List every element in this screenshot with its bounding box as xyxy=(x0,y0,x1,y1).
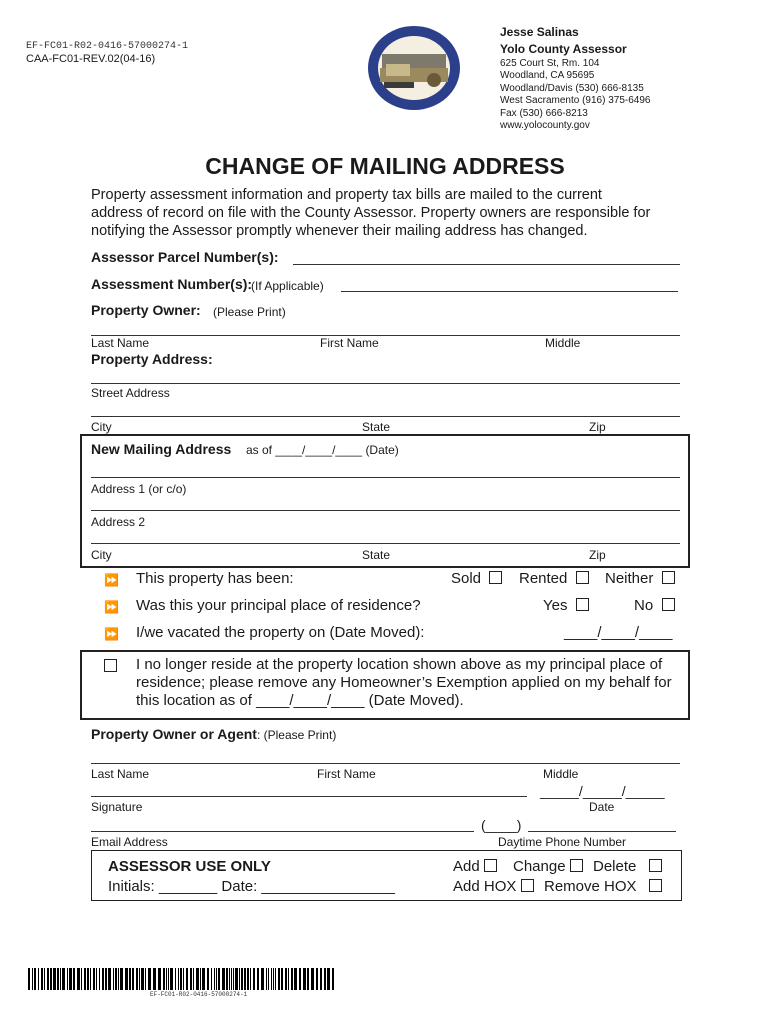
contact-line: Woodland, CA 95695 xyxy=(500,70,595,82)
add-hox-checkbox xyxy=(521,879,534,892)
add-option xyxy=(453,858,497,875)
neither-label: Neither xyxy=(605,570,654,587)
intro-line: address of record on file with the County Assessor. Property owners are responsible for xyxy=(91,205,651,221)
intro-text xyxy=(91,186,650,240)
agent-middle-label: Middle xyxy=(543,767,579,781)
owner-agent-note: : (Please Print) xyxy=(256,728,337,742)
signature-field[interactable] xyxy=(91,796,527,797)
property-status-question: This property has been: xyxy=(136,570,294,587)
no-option[interactable] xyxy=(634,597,675,614)
date-label: Date xyxy=(589,800,615,814)
new-zip-label: Zip xyxy=(589,548,606,562)
property-owner-note: (Please Print) xyxy=(213,305,286,319)
contact-line: West Sacramento (916) 375-6496 xyxy=(500,95,651,107)
add-hox-label: Add HOX xyxy=(453,878,517,895)
remove-hox-checkbox xyxy=(649,879,662,892)
contact-line: 625 Court St, Rm. 104 xyxy=(500,58,600,69)
arrow-bullet-icon: ⏩ xyxy=(104,600,119,614)
remove-hox-label: Remove HOX xyxy=(544,878,637,895)
new-mailing-as-of[interactable]: as of ____/____/____ (Date) xyxy=(246,443,399,457)
owner-agent-label: Property Owner or Agent xyxy=(91,726,257,742)
property-owner-field[interactable] xyxy=(91,335,680,336)
contact-line: Fax (530) 666-8213 xyxy=(500,107,588,119)
yes-checkbox[interactable] xyxy=(576,598,589,611)
sold-label: Sold xyxy=(451,570,482,587)
signature-label: Signature xyxy=(91,800,143,814)
owner-middle-label: Middle xyxy=(545,336,581,350)
intro-line: notifying the Assessor promptly whenever their mailing address has changed. xyxy=(91,223,588,239)
exemption-line: residence; please remove any Homeowner’s Exemption applied on my behalf for xyxy=(136,674,672,691)
add-checkbox xyxy=(484,859,497,872)
email-field[interactable] xyxy=(91,831,474,832)
address-2-field[interactable] xyxy=(91,510,680,511)
neither-checkbox[interactable] xyxy=(662,571,675,584)
property-owner-label: Property Owner: xyxy=(91,302,201,318)
barcode-text: EF-FC01-R02-0416-57000274-1 xyxy=(150,991,248,998)
agent-first-name-label: First Name xyxy=(317,767,376,781)
arrow-bullet-icon: ⏩ xyxy=(104,573,119,587)
contact-line: Woodland/Davis (530) 666-8135 xyxy=(500,82,644,94)
assessment-number-note: (If Applicable) xyxy=(251,279,324,293)
parcel-number-label: Assessor Parcel Number(s): xyxy=(91,249,279,265)
agent-name-field[interactable] xyxy=(91,763,680,764)
phone-label: Daytime Phone Number xyxy=(498,835,627,849)
parcel-number-field[interactable] xyxy=(293,264,680,265)
add-label: Add xyxy=(453,858,480,875)
exemption-line: this location as of ____/____/____ (Date Moved). xyxy=(136,692,464,709)
assessment-number-field[interactable] xyxy=(341,291,678,292)
street-address-label: Street Address xyxy=(91,386,170,400)
yes-option[interactable] xyxy=(543,597,589,614)
owner-first-name-label: First Name xyxy=(320,336,379,350)
vacated-date-field[interactable]: ____/____/____ xyxy=(564,624,673,641)
rented-checkbox[interactable] xyxy=(576,571,589,584)
exemption-line: I no longer reside at the property location shown above as my principal place of xyxy=(136,656,663,673)
neither-option[interactable] xyxy=(605,570,675,587)
phone-number-field[interactable] xyxy=(528,831,676,832)
assessor-contact xyxy=(500,58,650,132)
zip-label: Zip xyxy=(589,420,606,434)
assessor-use-title: ASSESSOR USE ONLY xyxy=(108,858,271,875)
delete-option xyxy=(593,858,662,875)
arrow-bullet-icon: ⏩ xyxy=(104,627,119,641)
county-seal-logo xyxy=(366,24,462,117)
city-label: City xyxy=(91,420,112,434)
exemption-checkbox[interactable] xyxy=(104,659,117,672)
assessor-initials-date: Initials: _______ Date: ________________ xyxy=(108,878,395,895)
no-label: No xyxy=(634,597,654,614)
assessment-number-label: Assessment Number(s): xyxy=(91,276,253,292)
website-link[interactable]: www.yolocounty.gov xyxy=(500,120,590,132)
delete-label: Delete xyxy=(593,858,637,875)
property-address-label: Property Address: xyxy=(91,351,213,367)
assessor-title: Yolo County Assessor xyxy=(500,42,627,56)
owner-agent-heading xyxy=(91,726,336,742)
address-2-label: Address 2 xyxy=(91,515,146,529)
new-mailing-address-label: New Mailing Address xyxy=(91,441,232,457)
address-1-field[interactable] xyxy=(91,477,680,478)
assessor-name: Jesse Salinas xyxy=(500,25,579,39)
remove-hox-option xyxy=(544,878,662,895)
change-checkbox xyxy=(570,859,583,872)
state-label: State xyxy=(362,420,391,434)
intro-line: Property assessment information and property tax bills are mailed to the current xyxy=(91,187,602,203)
change-label: Change xyxy=(513,858,566,875)
signature-date-field[interactable]: _____/_____/_____ xyxy=(540,783,665,799)
principal-residence-question: Was this your principal place of residence? xyxy=(136,597,421,614)
phone-area-code-field[interactable]: (____) xyxy=(481,817,522,833)
street-address-field[interactable] xyxy=(91,383,680,384)
owner-last-name-label: Last Name xyxy=(91,336,150,350)
delete-checkbox xyxy=(649,859,662,872)
sold-option[interactable] xyxy=(451,570,502,587)
rented-option[interactable] xyxy=(519,570,589,587)
form-revision: CAA-FC01-REV.02(04-16) xyxy=(26,53,156,65)
address-1-label: Address 1 (or c/o) xyxy=(91,482,187,496)
add-hox-option xyxy=(453,878,534,895)
rented-label: Rented xyxy=(519,570,568,587)
new-city-label: City xyxy=(91,548,112,562)
email-label: Email Address xyxy=(91,835,168,849)
exemption-text xyxy=(136,656,672,710)
no-checkbox[interactable] xyxy=(662,598,675,611)
new-city-state-zip-field[interactable] xyxy=(91,543,680,544)
page-title: CHANGE OF MAILING ADDRESS xyxy=(205,153,565,179)
change-option xyxy=(513,858,583,875)
agent-last-name-label: Last Name xyxy=(91,767,150,781)
vacated-question: I/we vacated the property on (Date Moved): xyxy=(136,624,425,641)
new-state-label: State xyxy=(362,548,391,562)
sold-checkbox[interactable] xyxy=(489,571,502,584)
city-state-zip-field[interactable] xyxy=(91,416,680,417)
yes-label: Yes xyxy=(543,597,568,614)
form-code: EF-FC01-R02-0416-57000274-1 xyxy=(26,41,189,52)
